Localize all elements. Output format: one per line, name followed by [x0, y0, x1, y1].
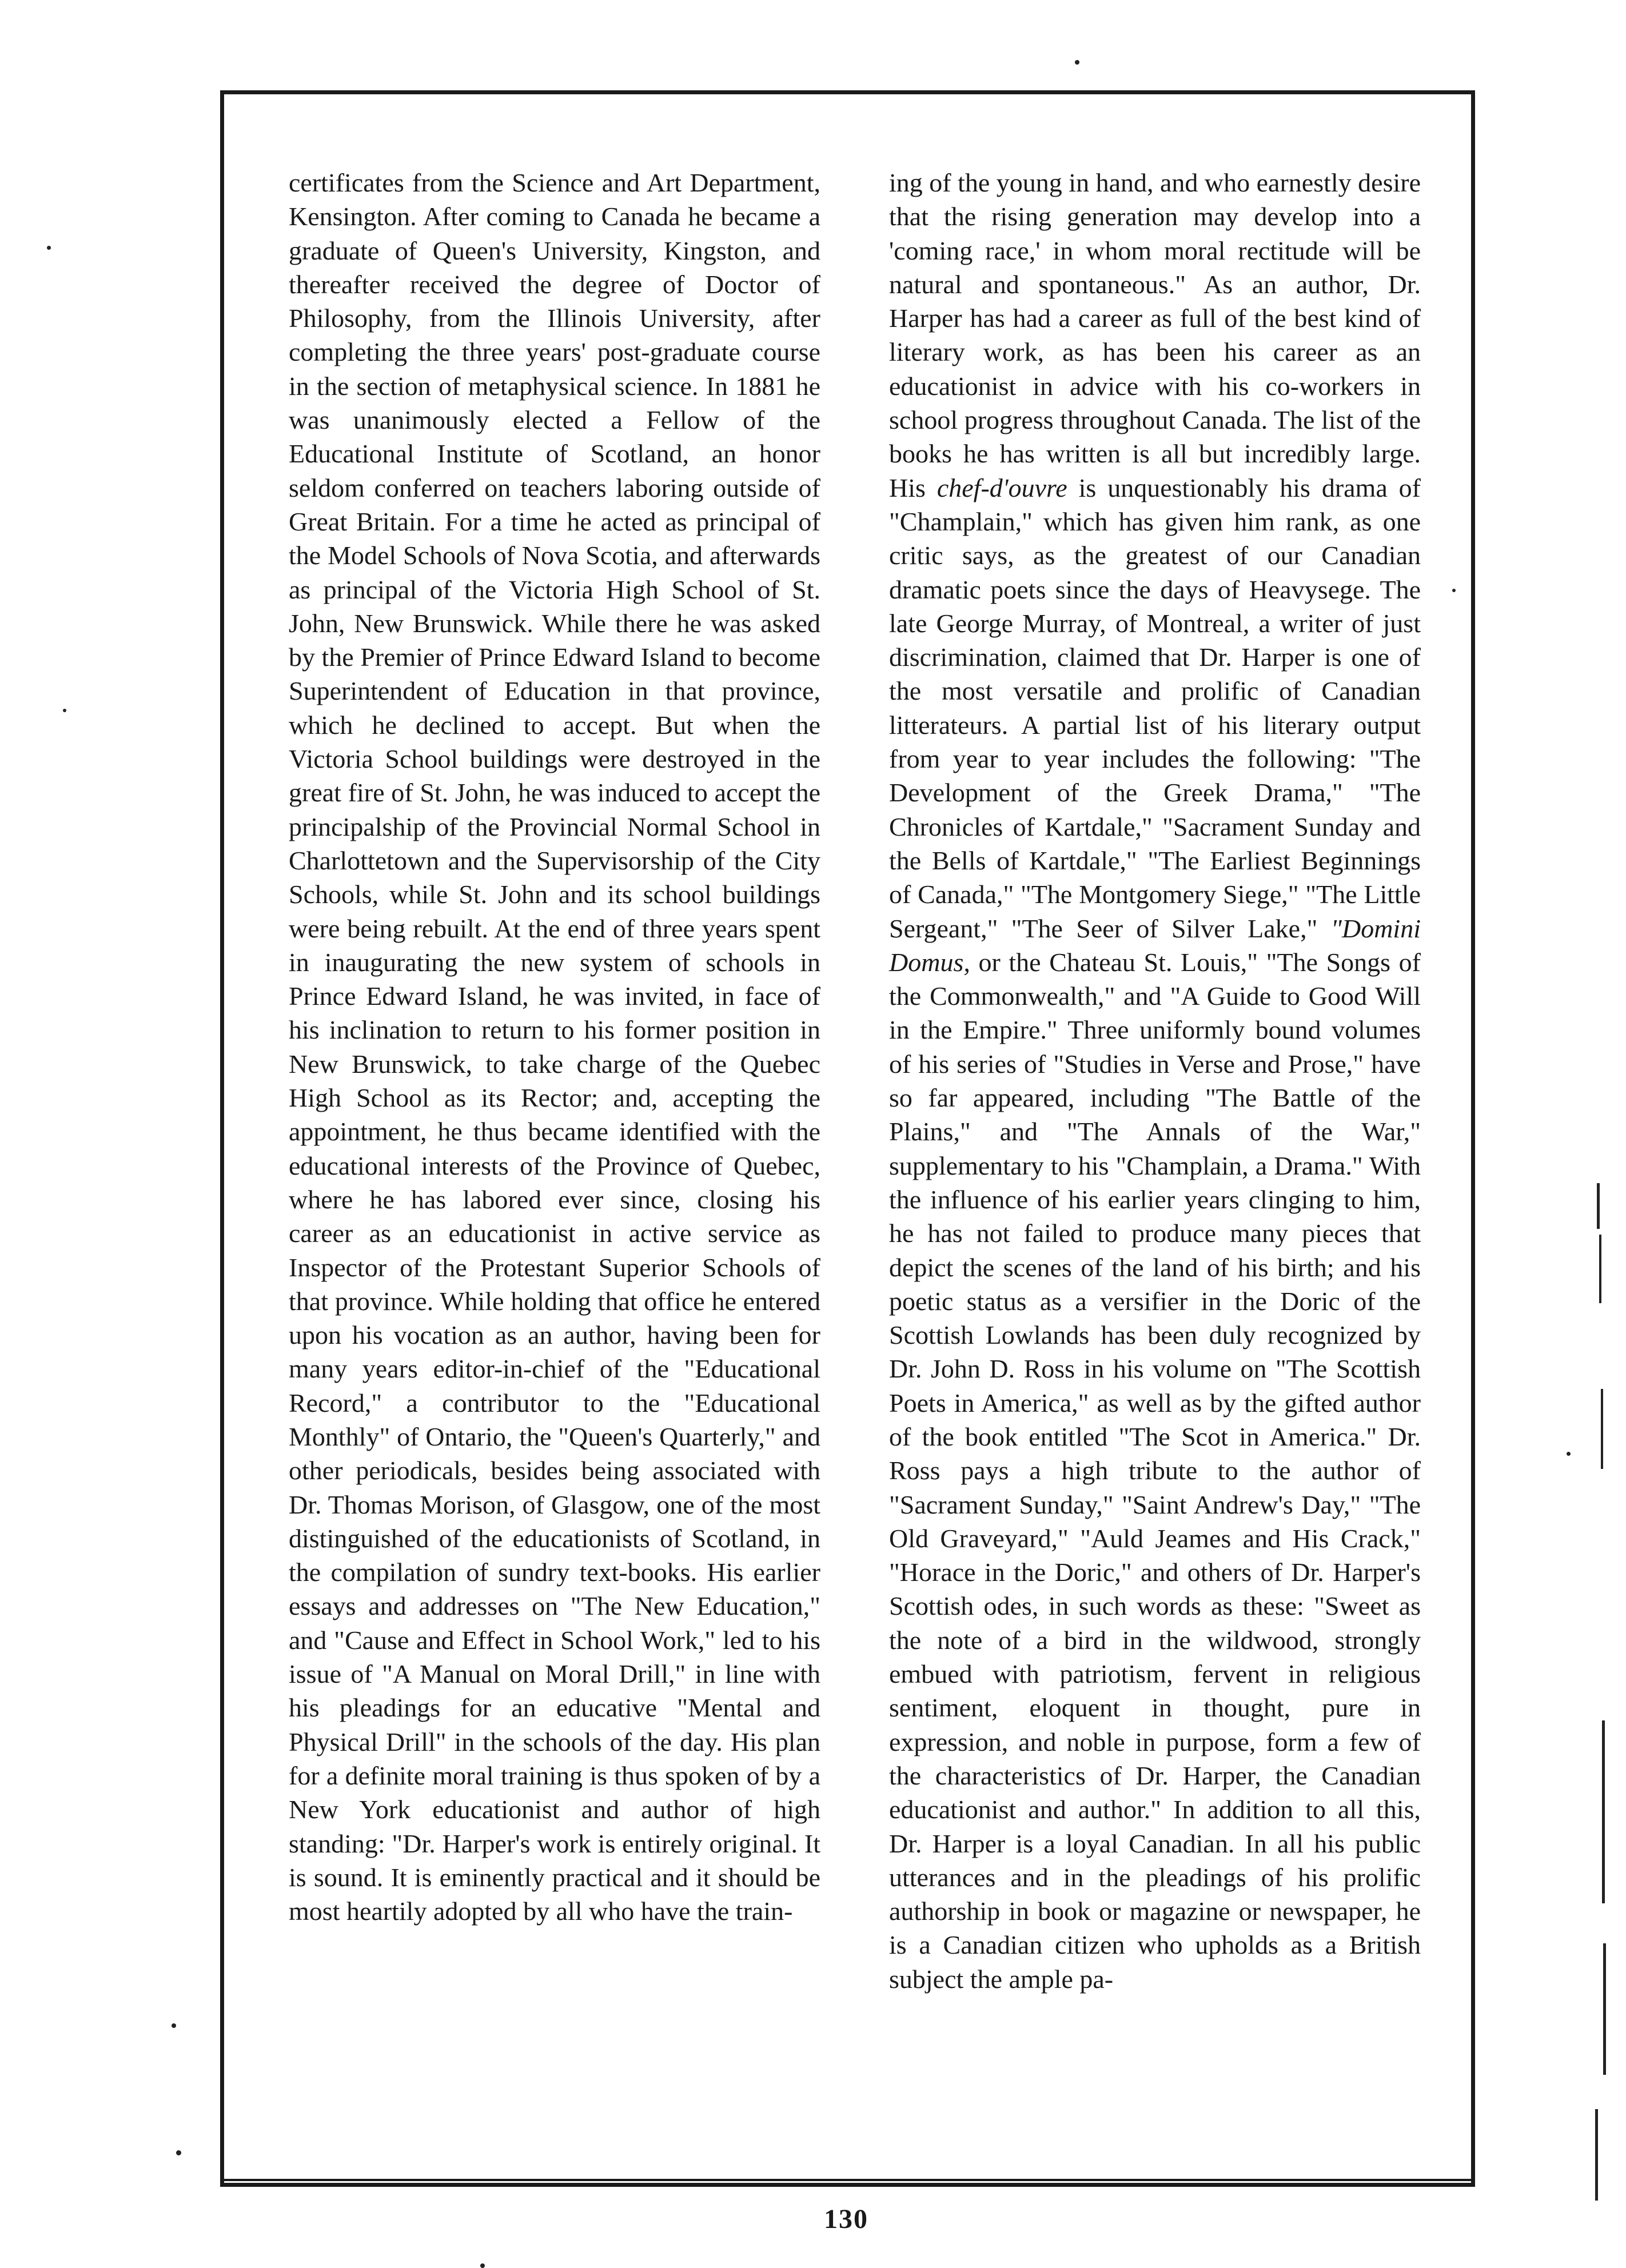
scan-margin-mark	[1599, 1235, 1601, 1303]
page-number: 130	[824, 2204, 868, 2234]
scan-margin-mark	[1595, 2109, 1598, 2201]
scan-margin-mark	[1597, 1183, 1600, 1229]
right-column-paragraph	[889, 166, 1421, 1996]
scan-speck	[47, 246, 51, 250]
right-column-text-part-3: or the Chateau St. Louis," "The Songs of the Commonwealth," and "A Guide to Good Will in the Empire." Three uniformly bound volumes of his series of "Studies in Verse and Prose," have so far appeared, including "The Battle of the Plains," and "The Annals of the War," supplementary to his "Champlain, a Drama." With the influence of his earlier years clinging to him, he has not failed to produce many pieces that depict the scenes of the land of his birth; and his poetic status as a versifier in the Doric of the Scottish Lowlands has been duly recognized by Dr. John D. Ross in his volume on "The Scottish Poets in America," as well as by the gifted author of the book entitled "The Scot in America." Dr. Ross pays a high tribute to the author of "Sacrament Sunday," "Saint Andrew's Day," "The Old Graveyard," "Auld Jeames and His Crack," "Horace in the Doric," and others of Dr. Harper's Scottish odes, in such words as these: "Sweet as the note of a bird in the wildwood, strongly embued with patriotism, fervent in religious sentiment, eloquent in thought, pure in expression, and noble in purpose, form a few of the characteristics of Dr. Harper, the Canadian educationist and author." In addition to all this, Dr. Harper is a loyal Canadian. In all his public utterances and in the pleadings of his prolific authorship in book or magazine or newspaper, he is a Canadian citizen who upholds as a British subject the ample pa-	[889, 947, 1421, 1994]
scan-speck	[172, 2023, 176, 2028]
scan-margin-mark	[1603, 1943, 1606, 2075]
scan-speck	[480, 2263, 485, 2268]
scan-speck	[1567, 1452, 1571, 1456]
scan-margin-mark	[1601, 1389, 1603, 1469]
scan-speck	[1075, 60, 1079, 65]
right-column-text-part-1: ing of the young in hand, and who earnestly desire that the rising generation may develop into a 'coming race,' in whom moral rectitude will be natural and spontaneous." As an author, Dr. Harper has had a career as full of the best kind of literary work, as has been his career as an educationist in advice with his co-workers in school progress throughout Canada. The list of the books he has written is all but incredibly large. His	[889, 168, 1421, 502]
scan-speck	[1452, 589, 1456, 592]
italic-domini-domus: "Domini Domus,	[889, 913, 1421, 977]
italic-chef-doeuvre: chef-d'ouvre	[936, 473, 1067, 502]
scan-margin-mark	[1602, 1720, 1605, 1903]
scan-speck	[176, 2150, 181, 2155]
left-column-paragraph: certificates from the Science and Art Department, Kensington. After coming to Canada he became a graduate of Queen's University, Kingston, and thereafter received the degree of Doctor of Philosophy, from the Illinois University, after completing the three years' post-graduate course in the section of metaphysical science. In 1881 he was unanimously elected a Fellow of the Educational Institute of Scotland, an honor seldom conferred on teachers laboring outside of Great Britain. For a time he acted as principal of the Model Schools of Nova Scotia, and afterwards as principal of the Victoria High School of St. John, New Brunswick. While there he was asked by the Premier of Prince Edward Island to become Superintendent of Education in that province, which he declined to accept. But when the Victoria School buildings were destroyed in the great fire of St. John, he was induced to accept the principalship of the Provincial Normal School in Charlottetown and the Supervisorship of the City Schools, while St. John and its school buildings were being rebuilt. At the end of three years spent in inaugurating the new system of schools in Prince Edward Island, he was invited, in face of his inclination to return to his former position in New Brunswick, to take charge of the Quebec High School as its Rector; and, accepting the appointment, he thus became identified with the educational interests of the Province of Quebec, where he has labored ever since, closing his career as an educationist in active service as Inspector of the Protestant Superior Schools of that province. While holding that office he entered upon his vocation as an author, having been for many years editor-in-chief of the "Educational Record," a contributor to the "Educational Monthly" of Ontario, the "Queen's Quarterly," and other periodicals, besides being associated with Dr. Thomas Morison, of Glasgow, one of the most distinguished of the educationists of Scotland, in the compilation of sundry text-books. His earlier essays and addresses on "The New Education," and "Cause and Effect in School Work," led to his issue of "A Manual on Moral Drill," in line with his pleadings for an educative "Mental and Physical Drill" in the schools of the day. His plan for a definite moral training is thus spoken of by a New York educationist and author of high standing: "Dr. Harper's work is entirely original. It is sound. It is eminently practical and it should be most heartily adopted by all who have the train-	[289, 168, 820, 1926]
scan-speck	[63, 709, 66, 712]
text-column-right	[889, 166, 1421, 1996]
right-column-text-part-2: is unquestionably his drama of "Champlain," which has given him rank, as one critic says, as the greatest of our Canadian dramatic poets since the days of Heavysege. The late George Murray, of Montreal, a writer of just discrimination, claimed that Dr. Harper is one of the most versatile and prolific of Canadian litterateurs. A partial list of his literary output from year to year includes the following: "The Development of the Greek Drama," "The Chronicles of Kartdale," "Sacrament Sunday and the Bells of Kartdale," "The Earliest Beginnings of Canada," "The Montgomery Siege," "The Little Sergeant," "The Seer of Silver Lake,"	[889, 473, 1421, 943]
page-bottom-rule	[220, 2179, 1475, 2181]
text-column-left	[289, 166, 820, 1928]
